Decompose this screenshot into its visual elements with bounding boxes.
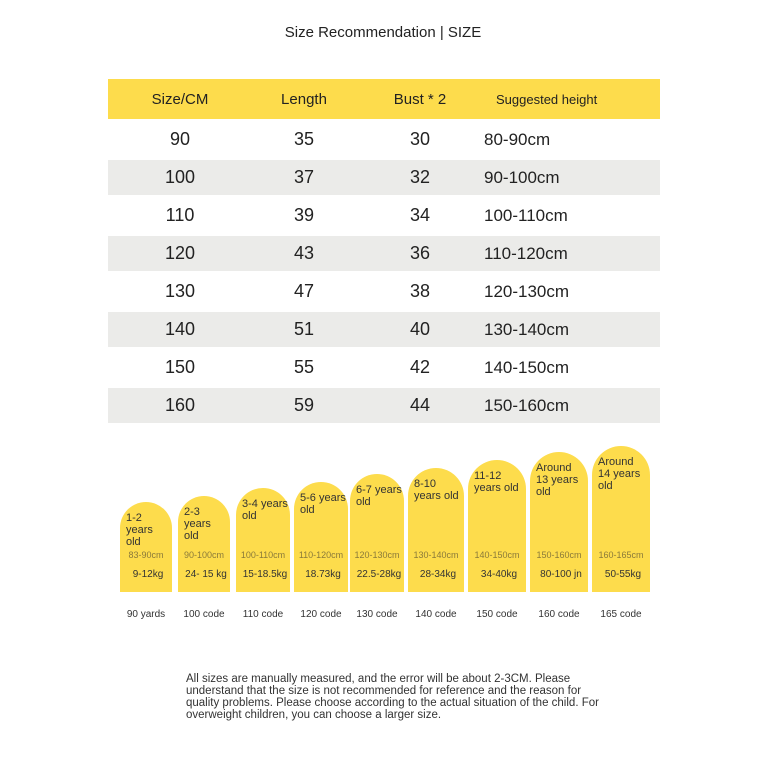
cell-length: 51 <box>252 312 356 347</box>
cell-bust: 38 <box>409 281 431 301</box>
weight-range: 24- 15 kg <box>185 569 227 580</box>
cell-height: 110-120cm <box>484 236 660 271</box>
size-code: 140 code <box>415 609 457 620</box>
size-code: 130 code <box>356 609 398 620</box>
height-range: 130-140cm <box>413 550 459 560</box>
cell-length: 39 <box>293 205 315 225</box>
weight-range: 28-34kg <box>419 569 457 580</box>
cell-bust: 42 <box>409 357 431 377</box>
size-code: 165 code <box>600 609 642 620</box>
table-row <box>108 122 660 157</box>
table-header-row <box>108 79 660 119</box>
table-row <box>108 388 660 423</box>
size-code: 110 code <box>242 609 284 620</box>
height-range: 120-130cm <box>354 550 400 560</box>
age-bar-column <box>350 460 404 620</box>
cell-height: 90-100cm <box>484 160 660 195</box>
cell-bust: 30 <box>409 129 431 149</box>
cell-length: 47 <box>293 281 315 301</box>
weight-range: 9-12kg <box>132 569 164 580</box>
weight-range: 22.5-28kg <box>356 569 402 580</box>
age-label: Around 14 years old <box>598 456 641 492</box>
cell-size: 150 <box>164 357 196 377</box>
cell-bust: 40 <box>356 312 484 347</box>
size-code: 160 code <box>538 609 580 620</box>
height-range: 140-150cm <box>474 550 520 560</box>
weight-range: 15-18.5kg <box>242 569 288 580</box>
age-bar-column <box>530 460 588 620</box>
height-range: 160-165cm <box>598 550 644 560</box>
cell-height: 100-110cm <box>484 205 568 225</box>
age-label: 5-6 years old <box>300 492 346 516</box>
cell-length: 59 <box>252 388 356 423</box>
header-length: Length <box>252 79 356 119</box>
size-code: 90 yards <box>126 609 166 620</box>
cell-height: 130-140cm <box>484 312 660 347</box>
age-bar-column <box>468 460 526 620</box>
weight-range: 80-100 jn <box>540 569 582 580</box>
page-title: Size Recommendation | SIZE <box>284 24 482 41</box>
cell-height: 140-150cm <box>484 357 570 377</box>
cell-size: 100 <box>108 160 252 195</box>
table-row <box>108 198 660 233</box>
cell-bust: 32 <box>356 160 484 195</box>
age-label: 6-7 years old <box>356 484 402 508</box>
age-bar-column <box>408 460 464 620</box>
header-height: Suggested height <box>484 79 660 119</box>
age-label: 1-2 years old <box>126 512 153 548</box>
cell-length: 35 <box>293 129 315 149</box>
age-label: 2-3 years old <box>184 506 211 542</box>
table-row <box>108 160 660 195</box>
height-range: 110-120cm <box>298 550 344 560</box>
cell-size: 120 <box>108 236 252 271</box>
height-range: 100-110cm <box>240 550 286 560</box>
cell-bust: 36 <box>356 236 484 271</box>
height-range: 150-160cm <box>536 550 582 560</box>
height-range: 83-90cm <box>128 550 164 560</box>
header-bust: Bust * 2 <box>356 79 484 119</box>
cell-bust: 34 <box>409 205 431 225</box>
age-bar-column <box>236 460 290 620</box>
age-bar <box>120 502 172 592</box>
age-bar-column <box>294 460 348 620</box>
age-bar <box>592 446 650 592</box>
cell-size: 160 <box>108 388 252 423</box>
table-row <box>108 274 660 309</box>
age-bar <box>236 488 290 592</box>
cell-height: 80-90cm <box>484 129 551 149</box>
table-row <box>108 350 660 385</box>
header-size: Size/CM <box>108 79 252 119</box>
cell-size: 90 <box>169 129 191 149</box>
cell-size: 140 <box>108 312 252 347</box>
age-bar <box>178 496 230 592</box>
age-bar <box>530 452 588 592</box>
height-range: 90-100cm <box>183 550 225 560</box>
cell-length: 43 <box>252 236 356 271</box>
cell-length: 37 <box>252 160 356 195</box>
size-code: 100 code <box>183 609 225 620</box>
size-code: 150 code <box>476 609 518 620</box>
cell-height: 120-130cm <box>484 281 570 301</box>
age-bar <box>294 482 348 592</box>
age-bar-column <box>120 460 172 620</box>
cell-length: 55 <box>293 357 315 377</box>
measurement-note: All sizes are manually measured, and the error will be about 2-3CM. Please understand that the size is not recommended for reference and the reason for quality problems. Please choose according to the actual situation of the child. For overweight children, you can choose a larger size. <box>186 673 599 721</box>
age-bar-column <box>178 460 230 620</box>
size-table <box>108 76 660 426</box>
age-label: Around 13 years old <box>536 462 579 498</box>
table-row <box>108 236 660 271</box>
age-bar <box>350 474 404 592</box>
age-bar <box>468 460 526 592</box>
weight-range: 18.73kg <box>305 569 341 580</box>
table-row <box>108 312 660 347</box>
age-bar <box>408 468 464 592</box>
age-label: 8-10 years old <box>414 478 459 502</box>
weight-range: 50-55kg <box>604 569 642 580</box>
cell-size: 110 <box>165 205 195 225</box>
size-code: 120 code <box>300 609 342 620</box>
age-size-chart <box>120 456 660 620</box>
age-label: 11-12 years old <box>474 470 519 494</box>
age-bar-column <box>592 456 650 620</box>
cell-bust: 44 <box>356 388 484 423</box>
cell-size: 130 <box>164 281 196 301</box>
weight-range: 34-40kg <box>480 569 518 580</box>
cell-height: 150-160cm <box>484 388 660 423</box>
age-label: 3-4 years old <box>242 498 288 522</box>
